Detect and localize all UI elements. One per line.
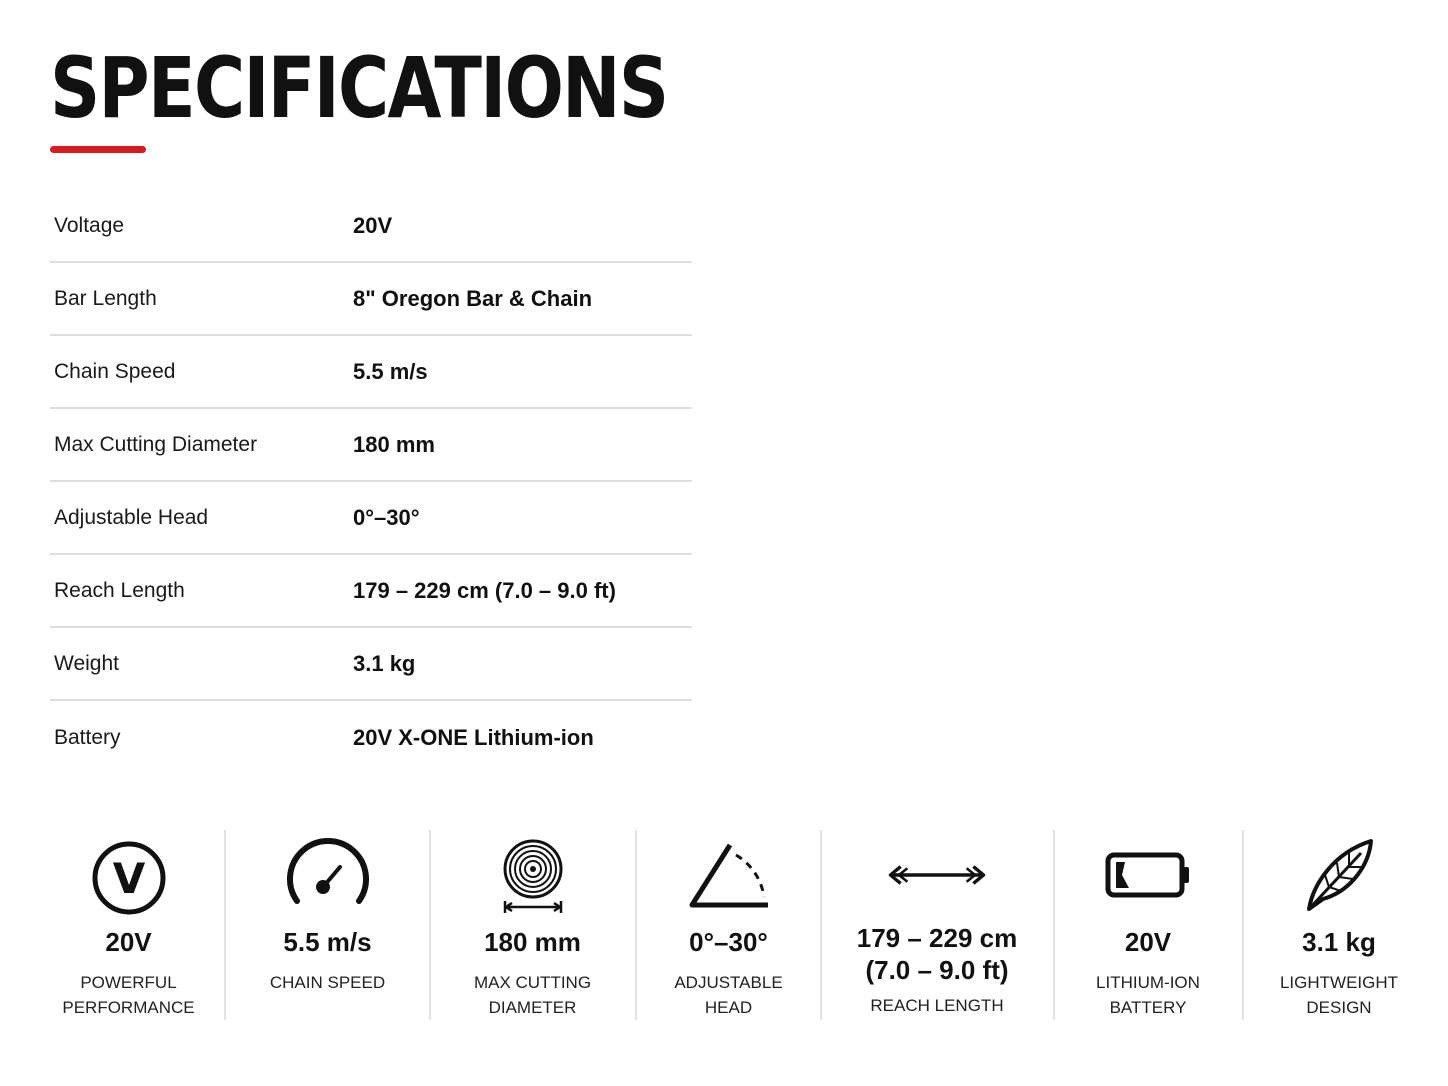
log-rings-icon bbox=[478, 830, 588, 920]
spec-value: 3.1 kg bbox=[353, 650, 416, 676]
feature-caption-line: DIAMETER bbox=[488, 998, 577, 1017]
spec-value: 20V X-ONE Lithium-ion bbox=[353, 724, 594, 750]
spec-table bbox=[50, 190, 692, 774]
spec-row-weight bbox=[50, 628, 692, 701]
feature-caption-line: HEAD bbox=[704, 998, 753, 1017]
feature-value-line: 20V bbox=[105, 927, 152, 957]
spec-row-max-cutting-diameter bbox=[50, 409, 692, 482]
double-arrow-icon bbox=[882, 830, 992, 920]
title-underline bbox=[50, 146, 146, 153]
spec-label: Battery bbox=[54, 725, 121, 749]
feature-caption-line: DESIGN bbox=[1306, 998, 1372, 1017]
feature-value-line: (7.0 – 9.0 ft) bbox=[865, 955, 1009, 985]
feature-max-cutting-diameter bbox=[430, 830, 635, 1020]
spec-label: Weight bbox=[54, 651, 119, 675]
feature-value-line: 20V bbox=[1124, 927, 1172, 957]
feature-value-line: 179 – 229 cm bbox=[856, 923, 1018, 953]
feature-value bbox=[430, 926, 635, 958]
feature-caption-line: LIGHTWEIGHT bbox=[1279, 973, 1399, 992]
feature-caption bbox=[636, 970, 821, 1020]
speedometer-icon bbox=[273, 830, 383, 920]
feature-weight bbox=[1243, 830, 1435, 1020]
spec-row-battery bbox=[50, 701, 692, 774]
spec-row-adjustable-head bbox=[50, 482, 692, 555]
feature-strip bbox=[32, 830, 1448, 1020]
feature-caption-line: REACH LENGTH bbox=[870, 996, 1004, 1015]
spec-label: Voltage bbox=[54, 213, 125, 237]
spec-label: Max Cutting Diameter bbox=[54, 432, 258, 456]
feature-caption-line: PERFORMANCE bbox=[62, 998, 195, 1017]
voltage-v-icon bbox=[74, 830, 184, 920]
feature-caption-line: POWERFUL bbox=[80, 973, 177, 992]
feature-value bbox=[1054, 926, 1242, 958]
feature-voltage bbox=[32, 830, 225, 1020]
feature-caption-line: BATTERY bbox=[1109, 998, 1187, 1017]
feature-caption-line: LITHIUM-ION bbox=[1096, 973, 1200, 992]
spec-row-voltage bbox=[50, 190, 692, 263]
feature-value bbox=[225, 926, 430, 958]
feature-caption bbox=[1243, 970, 1435, 1020]
page-title: SPECIFICATIONS bbox=[50, 39, 668, 137]
spec-value: 8" Oregon Bar & Chain bbox=[353, 285, 593, 311]
feature-value bbox=[1243, 926, 1435, 958]
feature-caption-line: MAX CUTTING bbox=[473, 973, 592, 992]
feature-reach-length bbox=[821, 830, 1053, 1020]
feature-caption bbox=[32, 970, 225, 1020]
voltage-icon-letter: V bbox=[112, 854, 145, 903]
feature-caption bbox=[821, 993, 1053, 1018]
spec-row-chain-speed bbox=[50, 336, 692, 409]
feature-caption-line: ADJUSTABLE bbox=[674, 973, 783, 992]
feature-caption bbox=[225, 970, 430, 995]
spec-row-reach-length bbox=[50, 555, 692, 628]
spec-value: 20V bbox=[353, 212, 393, 238]
feature-value-line: 5.5 m/s bbox=[283, 927, 372, 957]
feature-value bbox=[821, 922, 1053, 986]
spec-value: 5.5 m/s bbox=[353, 358, 428, 384]
feature-value bbox=[32, 926, 225, 958]
feature-value-line: 0°–30° bbox=[689, 927, 768, 957]
feather-icon bbox=[1284, 830, 1394, 920]
spec-value: 179 – 229 cm (7.0 – 9.0 ft) bbox=[353, 577, 616, 603]
spec-value: 180 mm bbox=[353, 431, 435, 457]
feature-value bbox=[636, 926, 821, 958]
spec-value: 0°–30° bbox=[353, 504, 420, 530]
feature-value-line: 3.1 kg bbox=[1302, 927, 1376, 957]
battery-icon bbox=[1093, 830, 1203, 920]
feature-adjustable-head bbox=[636, 830, 821, 1020]
feature-caption bbox=[430, 970, 635, 1020]
spec-row-bar-length bbox=[50, 263, 692, 336]
angle-icon bbox=[674, 830, 784, 920]
feature-caption-line: CHAIN SPEED bbox=[269, 973, 386, 992]
feature-chain-speed bbox=[225, 830, 430, 1020]
spec-label: Adjustable Head bbox=[54, 505, 209, 529]
spec-label: Chain Speed bbox=[54, 359, 176, 383]
feature-value-line: 180 mm bbox=[484, 927, 581, 957]
spec-label: Bar Length bbox=[54, 286, 157, 310]
feature-battery bbox=[1054, 830, 1242, 1020]
spec-label: Reach Length bbox=[54, 578, 185, 602]
feature-caption bbox=[1054, 970, 1242, 1020]
